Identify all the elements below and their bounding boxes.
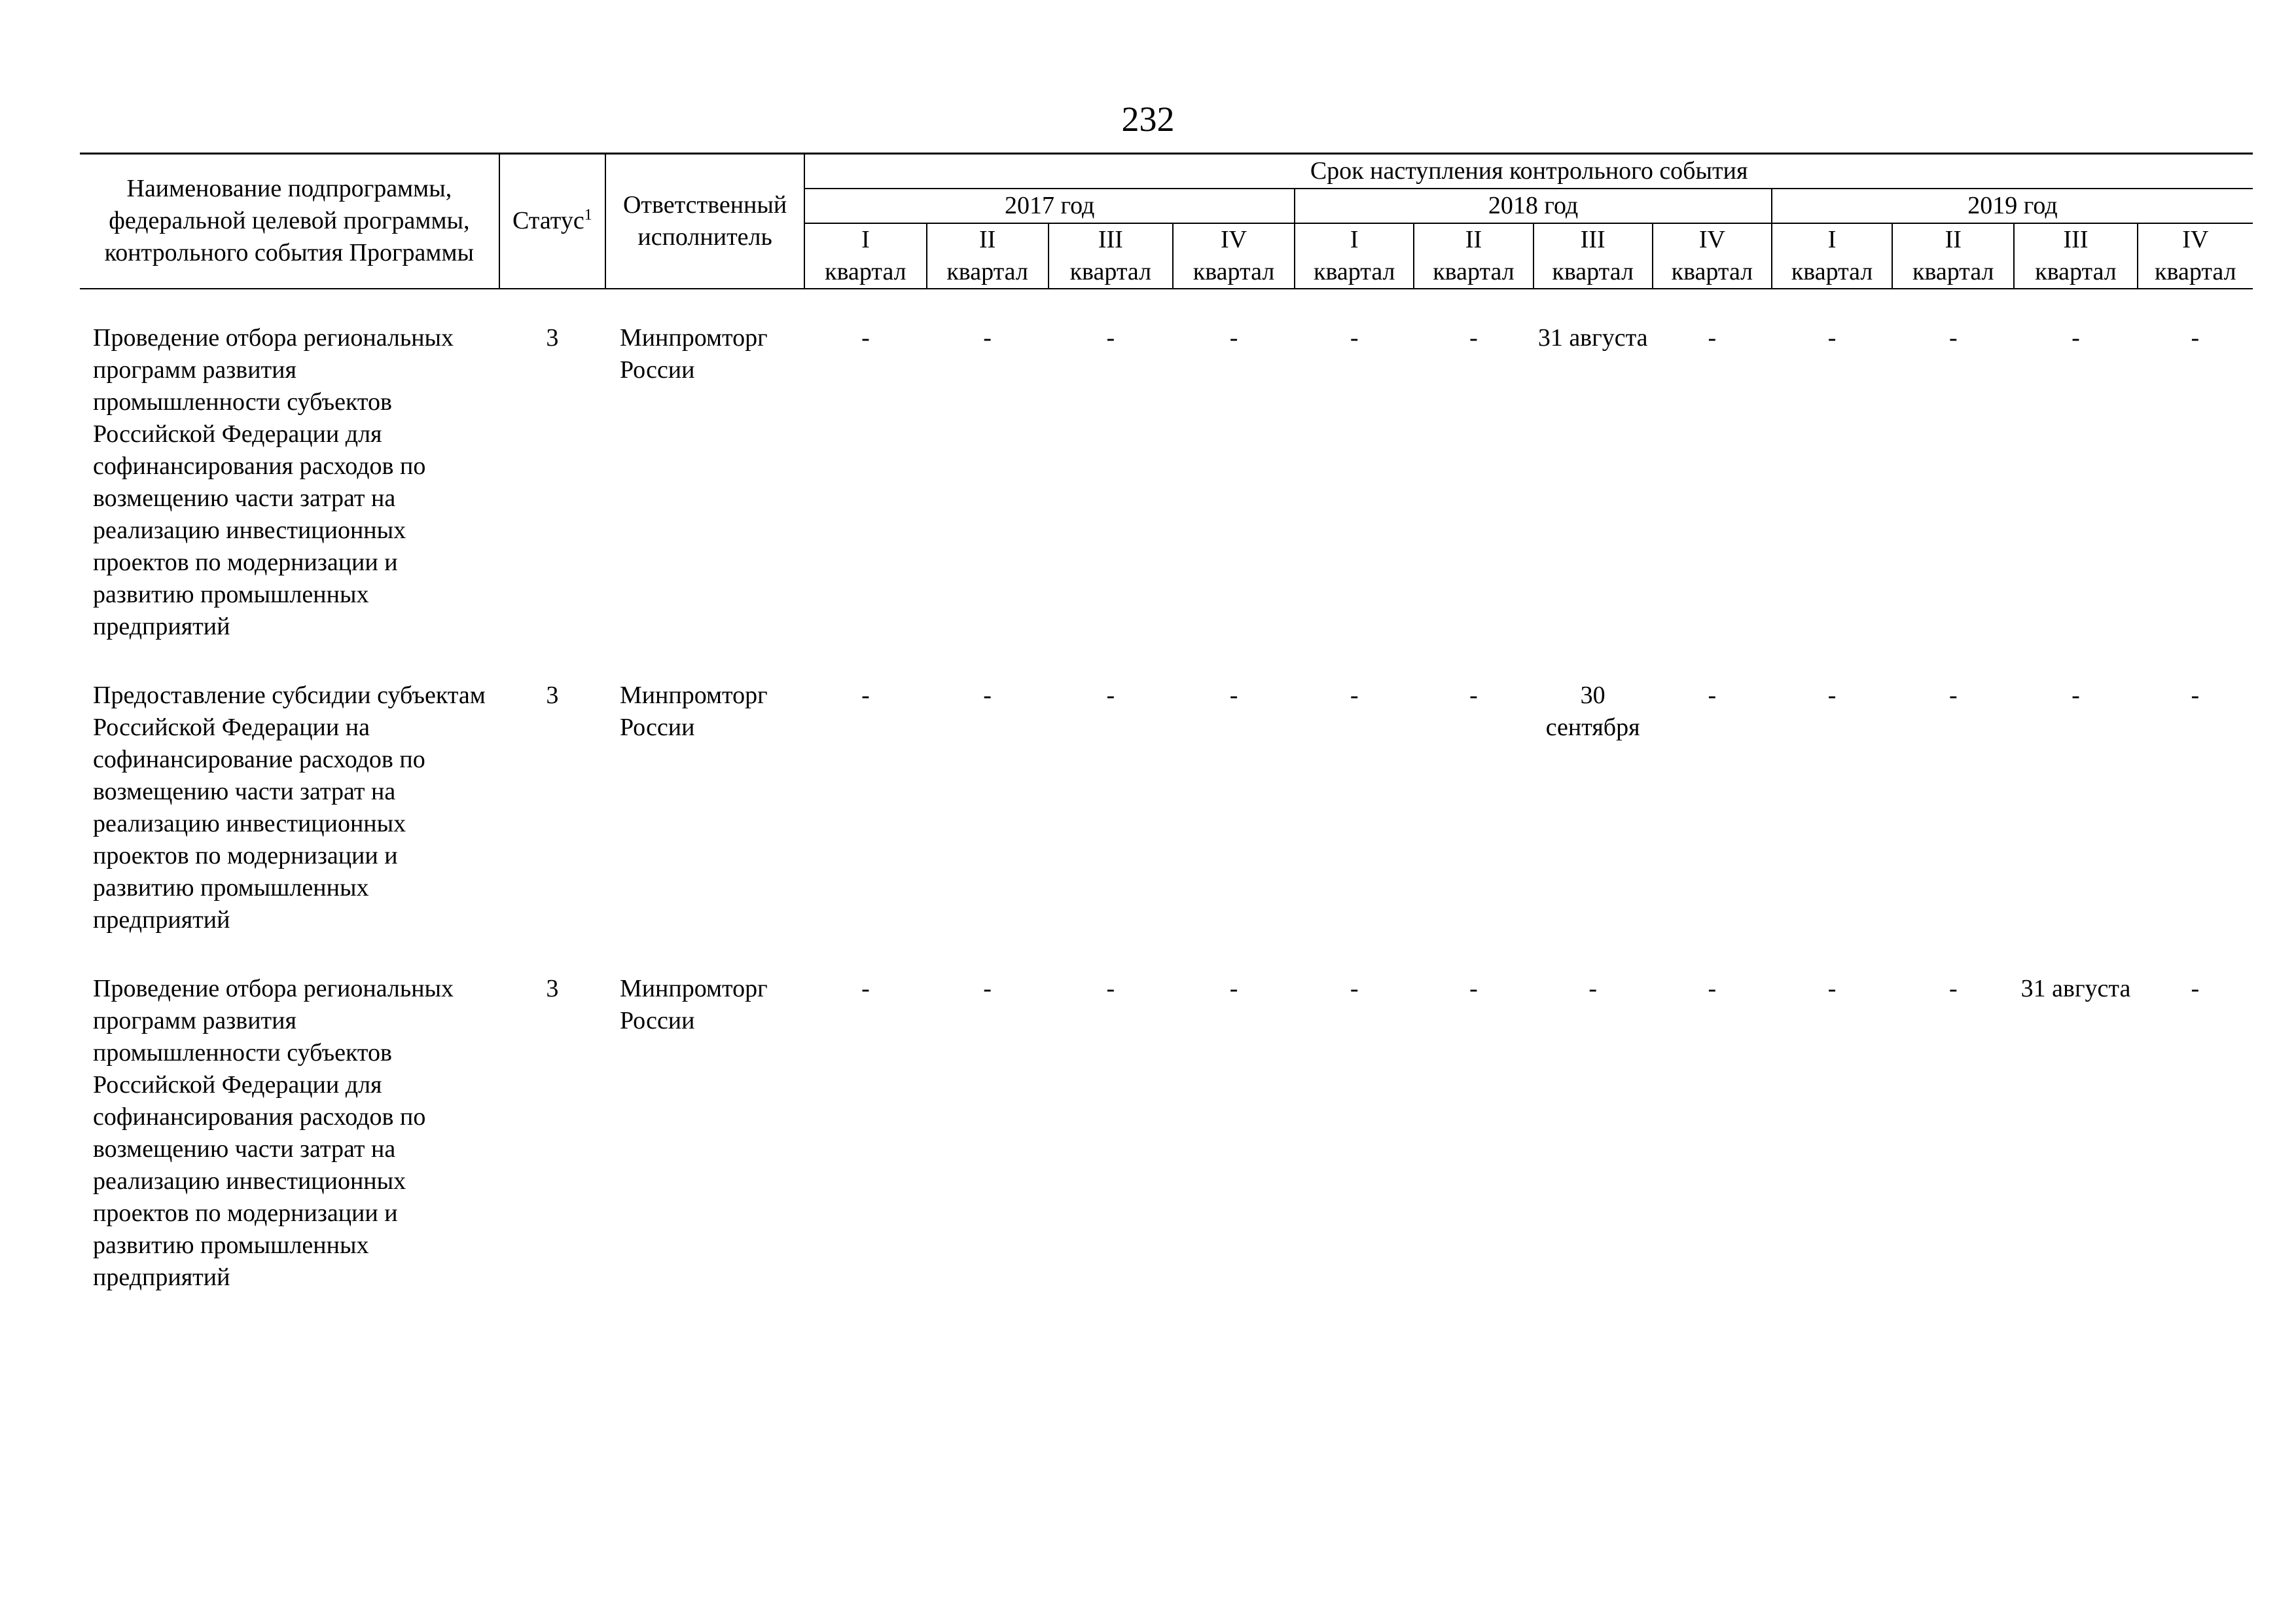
table-header — [80, 154, 2253, 289]
quarter-numeral: III — [2063, 225, 2089, 253]
quarter-cell: - — [2191, 323, 2200, 352]
quarter-cell: - — [861, 681, 870, 709]
quarter-word: квартал — [2035, 257, 2117, 285]
event-status: 3 — [546, 323, 559, 352]
header-quarter — [2014, 223, 2137, 289]
quarter-word: квартал — [2155, 257, 2236, 285]
event-status: 3 — [546, 974, 559, 1002]
header-quarter — [1173, 223, 1295, 289]
quarter-numeral: IV — [1698, 225, 1725, 253]
header-quarter — [1414, 223, 1533, 289]
quarter-numeral: II — [978, 225, 996, 253]
event-executor: Минпромторг России — [619, 681, 768, 741]
status-footnote-mark: 1 — [584, 206, 592, 224]
quarter-cell: - — [1229, 681, 1238, 709]
quarter-cell: - — [861, 974, 870, 1002]
quarter-cell: - — [1708, 323, 1717, 352]
quarter-cell: 31 августа — [2020, 974, 2131, 1002]
header-quarter — [1892, 223, 2014, 289]
quarter-cell: - — [1948, 323, 1958, 352]
event-status: 3 — [546, 681, 559, 709]
quarter-cell: - — [983, 323, 992, 352]
header-quarter — [2138, 223, 2253, 289]
quarter-cell: - — [1469, 974, 1478, 1002]
table-body — [80, 289, 2253, 1294]
quarter-word: квартал — [946, 257, 1028, 285]
page-number: 232 — [1121, 100, 1175, 139]
header-year-2018: 2018 год — [1295, 189, 1772, 223]
quarter-cell: 30 сентября — [1545, 681, 1640, 741]
event-executor: Минпромторг России — [619, 974, 768, 1034]
table-row — [80, 969, 2253, 1294]
header-name-col: Наименование подпрограммы, федеральной целевой программы, контрольного события Программы — [80, 154, 499, 289]
table-row — [80, 318, 2253, 643]
quarter-numeral: I — [861, 225, 870, 253]
event-executor: Минпромторг России — [619, 323, 768, 384]
quarter-cell: - — [2072, 681, 2080, 709]
quarter-numeral: IV — [1220, 225, 1247, 253]
control-events-table — [80, 153, 2253, 1294]
header-year-2017: 2017 год — [804, 189, 1295, 223]
quarter-word: квартал — [1433, 257, 1515, 285]
quarter-numeral: III — [1580, 225, 1605, 253]
quarter-word: квартал — [1069, 257, 1152, 285]
header-status-label: Статус — [512, 207, 584, 235]
quarter-word: квартал — [1791, 257, 1873, 285]
quarter-cell: - — [1708, 681, 1717, 709]
quarter-cell: - — [1106, 974, 1115, 1002]
quarter-cell: - — [2072, 323, 2080, 352]
event-name: Проведение отбора региональных программ развития промышленности субъектов Российской Федерации для софинансирования расходов по возмещению части затрат на реализацию инвестиционных проектов по модернизации и развитию промышленных предприятий — [93, 323, 454, 640]
quarter-numeral: I — [1350, 225, 1359, 253]
header-quarter — [1653, 223, 1772, 289]
quarter-cell: - — [1350, 323, 1359, 352]
header-executor-col: Ответственный исполнитель — [605, 154, 804, 289]
quarter-cell: - — [1350, 974, 1359, 1002]
quarter-cell: - — [861, 323, 870, 352]
quarter-cell: - — [2191, 681, 2200, 709]
quarter-numeral: II — [1465, 225, 1482, 253]
quarter-word: квартал — [1552, 257, 1634, 285]
quarter-cell: - — [1827, 323, 1837, 352]
quarter-cell: - — [1350, 681, 1359, 709]
quarter-cell: - — [1948, 974, 1958, 1002]
quarter-cell: - — [1229, 974, 1238, 1002]
header-quarter — [1049, 223, 1173, 289]
quarter-cell: - — [1469, 323, 1478, 352]
quarter-word: квартал — [1193, 257, 1275, 285]
quarter-cell: - — [983, 681, 992, 709]
quarter-word: квартал — [825, 257, 906, 285]
header-quarter — [1295, 223, 1414, 289]
header-quarter — [1534, 223, 1653, 289]
event-name: Предоставление субсидии субъектам Российской Федерации на софинансирование расходов по возмещению части затрат на реализацию инвестиционных проектов по модернизации и развитию промышленных предприятий — [93, 681, 486, 934]
quarter-cell: - — [2191, 974, 2200, 1002]
header-quarter — [804, 223, 926, 289]
quarter-cell: - — [1469, 681, 1478, 709]
quarter-word: квартал — [1912, 257, 1994, 285]
header-quarter — [927, 223, 1049, 289]
header-quarter — [1772, 223, 1892, 289]
header-status-col — [499, 154, 605, 289]
quarter-numeral: IV — [2182, 225, 2209, 253]
quarter-cell: - — [1827, 974, 1837, 1002]
quarter-cell: - — [1106, 681, 1115, 709]
quarter-cell: - — [1106, 323, 1115, 352]
header-year-2019: 2019 год — [1772, 189, 2253, 223]
quarter-cell: - — [983, 974, 992, 1002]
quarter-numeral: I — [1827, 225, 1837, 253]
quarter-cell: - — [1229, 323, 1238, 352]
quarter-numeral: III — [1098, 225, 1123, 253]
quarter-cell: 31 августа — [1537, 323, 1648, 352]
event-name: Проведение отбора региональных программ развития промышленности субъектов Российской Федерации для софинансирования расходов по возмещению части затрат на реализацию инвестиционных проектов по модернизации и развитию промышленных предприятий — [93, 974, 454, 1291]
quarter-word: квартал — [1671, 257, 1753, 285]
table-row — [80, 676, 2253, 936]
quarter-cell: - — [1588, 974, 1597, 1002]
quarter-cell: - — [1708, 974, 1717, 1002]
quarter-cell: - — [1827, 681, 1837, 709]
quarter-word: квартал — [1314, 257, 1395, 285]
quarter-numeral: II — [1945, 225, 1962, 253]
header-deadline-group: Срок наступления контрольного события — [804, 154, 2253, 189]
quarter-cell: - — [1948, 681, 1958, 709]
